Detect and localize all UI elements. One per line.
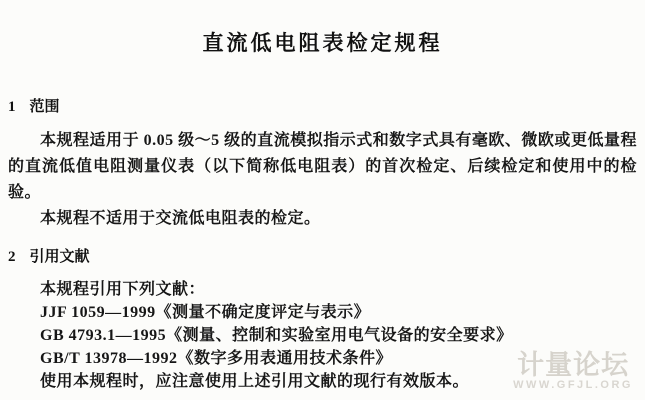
watermark-url: WWW.GFJL.ORG [513, 379, 633, 391]
scope-paragraph-1: 本规程适用于 0.05 级～5 级的直流模拟指示式和数字式具有毫欧、微欧或更低量程的直流低值电阻测量仪表（以下简称低电阻表）的首次检定、后续检定和使用中的检验。 [8, 132, 637, 201]
section-2-number: 2 [8, 249, 16, 265]
section-2-title: 引用文献 [29, 249, 90, 265]
reference-gb-4793: GB 4793.1—1995《测量、控制和实验室用电气设备的安全要求》 [40, 327, 513, 344]
watermark-logo-text: 计量论坛 [517, 350, 630, 380]
document-title: 直流低电阻表检定规程 [202, 31, 443, 55]
section-1-heading [8, 98, 637, 116]
reference-jjf-1059: JJF 1059—1999《测量不确定度评定与表示》 [40, 304, 371, 321]
scope-paragraph-2: 本规程不适用于交流低电阻表的检定。 [40, 210, 321, 227]
section-1-number: 1 [8, 99, 16, 115]
section-scope [8, 98, 637, 232]
references-usage-note: 使用本规程时，应注意使用上述引用文献的现行有效版本。 [40, 373, 470, 390]
watermark [513, 351, 633, 392]
section-2-heading [8, 248, 637, 266]
references-intro-line: 本规程引用下列文献： [40, 281, 206, 298]
section-1-title: 范围 [29, 99, 60, 115]
reference-gbt-13978: GB/T 13978—1992《数字多用表通用技术条件》 [40, 350, 392, 367]
